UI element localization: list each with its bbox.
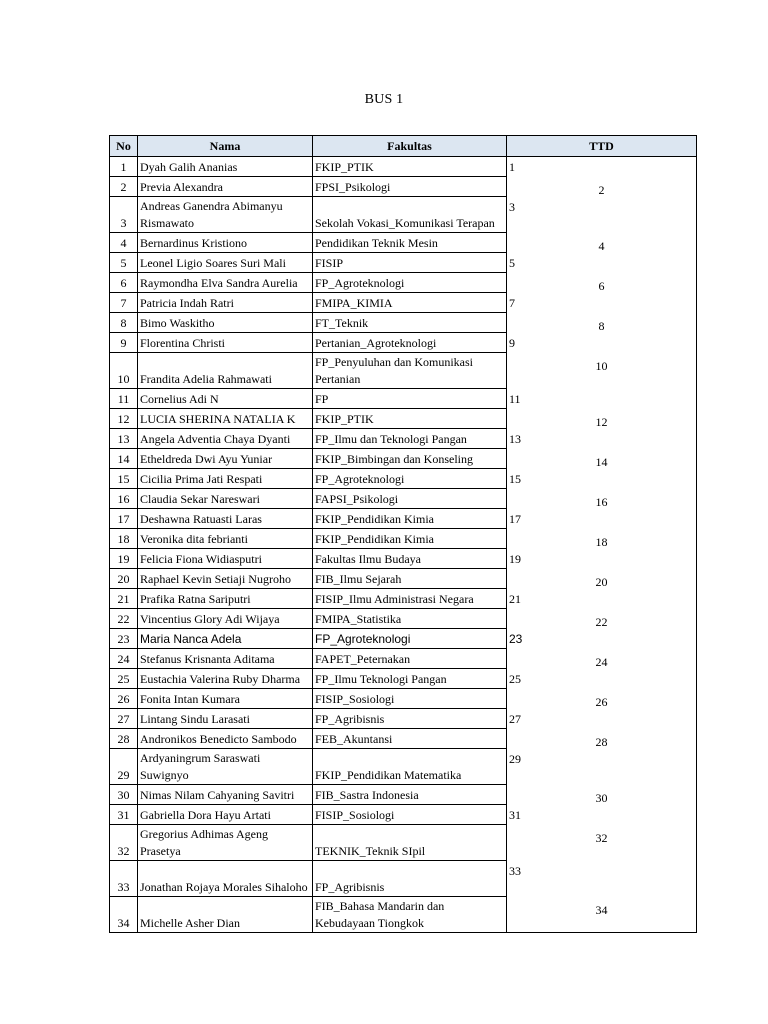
ttd-number: 19 — [509, 551, 521, 566]
row-ttd[interactable] — [507, 273, 697, 293]
row-fakultas: Sekolah Vokasi_Komunikasi Terapan — [313, 197, 507, 233]
row-fakultas: FISIP_Sosiologi — [313, 689, 507, 709]
row-no: 27 — [110, 709, 138, 729]
row-no: 7 — [110, 293, 138, 313]
row-ttd[interactable] — [507, 233, 697, 253]
row-nama: Gregorius Adhimas Ageng Prasetya — [138, 825, 313, 861]
row-no: 6 — [110, 273, 138, 293]
row-no: 13 — [110, 429, 138, 449]
row-nama: Raymondha Elva Sandra Aurelia — [138, 273, 313, 293]
row-fakultas: FP_Ilmu dan Teknologi Pangan — [313, 429, 507, 449]
ttd-number: 9 — [509, 335, 515, 350]
table-row — [110, 825, 697, 861]
table-row — [110, 589, 697, 609]
table-row — [110, 353, 697, 389]
row-fakultas: FP_Agribisnis — [313, 709, 507, 729]
row-ttd[interactable] — [507, 589, 697, 609]
row-no: 19 — [110, 549, 138, 569]
table-row — [110, 689, 697, 709]
ttd-number: 25 — [509, 671, 521, 686]
row-fakultas: FKIP_PTIK — [313, 157, 507, 177]
ttd-number: 23 — [509, 631, 523, 646]
table-row — [110, 861, 697, 897]
table-row — [110, 197, 697, 233]
row-fakultas: FP — [313, 389, 507, 409]
row-fakultas: FP_Penyuluhan dan Komunikasi Pertanian — [313, 353, 507, 389]
row-nama: Raphael Kevin Setiaji Nugroho — [138, 569, 313, 589]
row-fakultas: FEB_Akuntansi — [313, 729, 507, 749]
row-no: 24 — [110, 649, 138, 669]
table-row — [110, 253, 697, 273]
table-row — [110, 409, 697, 429]
ttd-number: 18 — [595, 534, 608, 549]
row-ttd[interactable] — [507, 549, 697, 569]
ttd-number: 29 — [509, 751, 521, 766]
row-nama: Andreas Ganendra Abimanyu Rismawato — [138, 197, 313, 233]
row-no: 4 — [110, 233, 138, 253]
row-fakultas: FAPET_Peternakan — [313, 649, 507, 669]
row-ttd[interactable] — [507, 749, 697, 785]
row-no: 20 — [110, 569, 138, 589]
row-nama: Previa Alexandra — [138, 177, 313, 197]
row-fakultas: FP_Ilmu Teknologi Pangan — [313, 669, 507, 689]
row-fakultas: FMIPA_KIMIA — [313, 293, 507, 313]
row-nama: Bernardinus Kristiono — [138, 233, 313, 253]
row-ttd[interactable] — [507, 469, 697, 489]
row-nama: Eustachia Valerina Ruby Dharma — [138, 669, 313, 689]
header-nama: Nama — [138, 136, 313, 157]
row-ttd[interactable] — [507, 729, 697, 749]
row-fakultas: FKIP_Pendidikan Matematika — [313, 749, 507, 785]
row-no: 12 — [110, 409, 138, 429]
row-no: 14 — [110, 449, 138, 469]
row-nama: Bimo Waskitho — [138, 313, 313, 333]
row-ttd[interactable] — [507, 609, 697, 629]
row-ttd[interactable] — [507, 897, 697, 933]
row-nama: Deshawna Ratuasti Laras — [138, 509, 313, 529]
row-no: 16 — [110, 489, 138, 509]
row-fakultas: FP_Agroteknologi — [313, 273, 507, 293]
row-nama: Patricia Indah Ratri — [138, 293, 313, 313]
row-fakultas: Pendidikan Teknik Mesin — [313, 233, 507, 253]
row-no: 18 — [110, 529, 138, 549]
ttd-number: 33 — [509, 863, 521, 878]
ttd-number: 15 — [509, 471, 521, 486]
ttd-number: 2 — [598, 182, 605, 197]
ttd-number: 1 — [509, 160, 515, 174]
ttd-number: 21 — [509, 591, 521, 606]
ttd-number: 20 — [595, 574, 608, 589]
ttd-number: 4 — [598, 238, 605, 253]
row-nama: Maria Nanca Adela — [138, 629, 313, 649]
row-fakultas: FKIP_Pendidikan Kimia — [313, 509, 507, 529]
row-no: 25 — [110, 669, 138, 689]
row-ttd[interactable] — [507, 313, 697, 333]
row-no: 23 — [110, 629, 138, 649]
row-no: 28 — [110, 729, 138, 749]
row-no: 17 — [110, 509, 138, 529]
row-ttd[interactable] — [507, 649, 697, 669]
row-ttd[interactable] — [507, 449, 697, 469]
row-ttd[interactable] — [507, 569, 697, 589]
table-row — [110, 709, 697, 729]
row-nama: Ardyaningrum Saraswati Suwignyo — [138, 749, 313, 785]
table-row — [110, 233, 697, 253]
row-fakultas: FISIP — [313, 253, 507, 273]
table-row — [110, 313, 697, 333]
table-row — [110, 805, 697, 825]
row-ttd[interactable] — [507, 353, 697, 389]
attendance-table — [109, 135, 697, 933]
row-fakultas: FAPSI_Psikologi — [313, 489, 507, 509]
row-ttd[interactable] — [507, 825, 697, 861]
row-no: 31 — [110, 805, 138, 825]
row-fakultas: FKIP_PTIK — [313, 409, 507, 429]
table-row — [110, 509, 697, 529]
row-fakultas: FT_Teknik — [313, 313, 507, 333]
row-fakultas: FISIP_Sosiologi — [313, 805, 507, 825]
row-ttd[interactable] — [507, 197, 697, 233]
row-nama: Nimas Nilam Cahyaning Savitri — [138, 785, 313, 805]
table-row — [110, 449, 697, 469]
row-no: 21 — [110, 589, 138, 609]
row-ttd[interactable] — [507, 629, 697, 649]
row-nama: Angela Adventia Chaya Dyanti — [138, 429, 313, 449]
row-no: 32 — [110, 825, 138, 861]
table-row — [110, 293, 697, 313]
row-no: 3 — [110, 197, 138, 233]
ttd-number: 11 — [509, 391, 521, 406]
row-nama: Veronika dita febrianti — [138, 529, 313, 549]
row-no: 10 — [110, 353, 138, 389]
row-nama: Vincentius Glory Adi Wijaya — [138, 609, 313, 629]
row-ttd[interactable] — [507, 177, 697, 197]
header-fakultas: Fakultas — [313, 136, 507, 157]
row-nama: Dyah Galih Ananias — [138, 157, 313, 177]
row-ttd[interactable] — [507, 529, 697, 549]
table-row — [110, 157, 697, 177]
table-row — [110, 609, 697, 629]
table-row — [110, 177, 697, 197]
row-nama: Cornelius Adi N — [138, 389, 313, 409]
row-no: 8 — [110, 313, 138, 333]
row-ttd[interactable] — [507, 509, 697, 529]
table-row — [110, 333, 697, 353]
row-ttd[interactable] — [507, 785, 697, 805]
row-fakultas: FKIP_Pendidikan Kimia — [313, 529, 507, 549]
ttd-number: 13 — [509, 431, 521, 446]
row-nama: Andronikos Benedicto Sambodo — [138, 729, 313, 749]
row-nama: LUCIA SHERINA NATALIA K — [138, 409, 313, 429]
ttd-number: 5 — [509, 255, 515, 270]
row-no: 11 — [110, 389, 138, 409]
row-ttd[interactable] — [507, 333, 697, 353]
row-fakultas: FMIPA_Statistika — [313, 609, 507, 629]
row-fakultas: FIB_Sastra Indonesia — [313, 785, 507, 805]
ttd-number: 16 — [595, 494, 608, 509]
row-fakultas: FP_Agribisnis — [313, 861, 507, 897]
row-no: 5 — [110, 253, 138, 273]
row-fakultas: TEKNIK_Teknik SIpil — [313, 825, 507, 861]
ttd-number: 8 — [598, 318, 605, 333]
table-row — [110, 529, 697, 549]
row-nama: Jonathan Rojaya Morales Sihaloho — [138, 861, 313, 897]
row-fakultas: Fakultas Ilmu Budaya — [313, 549, 507, 569]
row-ttd[interactable] — [507, 157, 697, 177]
row-nama: Prafika Ratna Sariputri — [138, 589, 313, 609]
ttd-number: 3 — [509, 199, 515, 214]
row-fakultas: FKIP_Bimbingan dan Konseling — [313, 449, 507, 469]
row-no: 33 — [110, 861, 138, 897]
row-nama: Florentina Christi — [138, 333, 313, 353]
ttd-number: 26 — [595, 694, 608, 709]
header-no: No — [110, 136, 138, 157]
table-row — [110, 549, 697, 569]
row-ttd[interactable] — [507, 669, 697, 689]
row-no: 26 — [110, 689, 138, 709]
table-row — [110, 489, 697, 509]
row-nama: Cicilia Prima Jati Respati — [138, 469, 313, 489]
header-row — [110, 136, 697, 157]
row-ttd[interactable] — [507, 709, 697, 729]
row-nama: Leonel Ligio Soares Suri Mali — [138, 253, 313, 273]
table-row — [110, 897, 697, 933]
row-no: 29 — [110, 749, 138, 785]
table-row — [110, 389, 697, 409]
page-title: BUS 1 — [364, 92, 404, 107]
row-no: 22 — [110, 609, 138, 629]
table-row — [110, 785, 697, 805]
row-nama: Fonita Intan Kumara — [138, 689, 313, 709]
ttd-number: 32 — [595, 830, 608, 845]
row-fakultas: FPSI_Psikologi — [313, 177, 507, 197]
ttd-number: 34 — [595, 902, 608, 917]
ttd-number: 30 — [595, 790, 608, 805]
row-no: 30 — [110, 785, 138, 805]
ttd-number: 10 — [595, 358, 608, 373]
ttd-number: 6 — [598, 278, 605, 293]
row-fakultas: FIB_Bahasa Mandarin dan Kebudayaan Tiongkok — [313, 897, 507, 933]
row-fakultas: FP_Agroteknologi — [313, 469, 507, 489]
row-ttd[interactable] — [507, 489, 697, 509]
row-ttd[interactable] — [507, 429, 697, 449]
ttd-number: 7 — [509, 295, 515, 310]
row-nama: Michelle Asher Dian — [138, 897, 313, 933]
row-nama: Felicia Fiona Widiasputri — [138, 549, 313, 569]
row-nama: Frandita Adelia Rahmawati — [138, 353, 313, 389]
ttd-number: 27 — [509, 711, 521, 726]
ttd-number: 12 — [595, 414, 608, 429]
table-row — [110, 469, 697, 489]
row-no: 9 — [110, 333, 138, 353]
table-row — [110, 629, 697, 649]
row-ttd[interactable] — [507, 253, 697, 273]
table-row — [110, 669, 697, 689]
ttd-number: 17 — [509, 511, 521, 526]
row-ttd[interactable] — [507, 861, 697, 897]
header-ttd: TTD — [507, 136, 697, 157]
row-nama: Claudia Sekar Nareswari — [138, 489, 313, 509]
row-ttd[interactable] — [507, 689, 697, 709]
row-no: 15 — [110, 469, 138, 489]
table-body — [110, 157, 697, 933]
ttd-number: 22 — [595, 614, 608, 629]
row-ttd[interactable] — [507, 409, 697, 429]
table-row — [110, 273, 697, 293]
row-fakultas: Pertanian_Agroteknologi — [313, 333, 507, 353]
row-no: 34 — [110, 897, 138, 933]
row-fakultas: FP_Agroteknologi — [313, 629, 507, 649]
row-nama: Gabriella Dora Hayu Artati — [138, 805, 313, 825]
row-nama: Lintang Sindu Larasati — [138, 709, 313, 729]
row-no: 1 — [110, 157, 138, 177]
row-no: 2 — [110, 177, 138, 197]
ttd-number: 31 — [509, 807, 521, 822]
row-fakultas: FIB_Ilmu Sejarah — [313, 569, 507, 589]
ttd-number: 28 — [595, 734, 608, 749]
ttd-number: 14 — [595, 454, 608, 469]
table-row — [110, 429, 697, 449]
table-row — [110, 569, 697, 589]
table-row — [110, 729, 697, 749]
row-nama: Stefanus Krisnanta Aditama — [138, 649, 313, 669]
row-nama: Etheldreda Dwi Ayu Yuniar — [138, 449, 313, 469]
row-ttd[interactable] — [507, 293, 697, 313]
row-ttd[interactable] — [507, 805, 697, 825]
table-row — [110, 749, 697, 785]
ttd-number: 24 — [595, 654, 608, 669]
row-fakultas: FISIP_Ilmu Administrasi Negara — [313, 589, 507, 609]
table-row — [110, 649, 697, 669]
row-ttd[interactable] — [507, 389, 697, 409]
